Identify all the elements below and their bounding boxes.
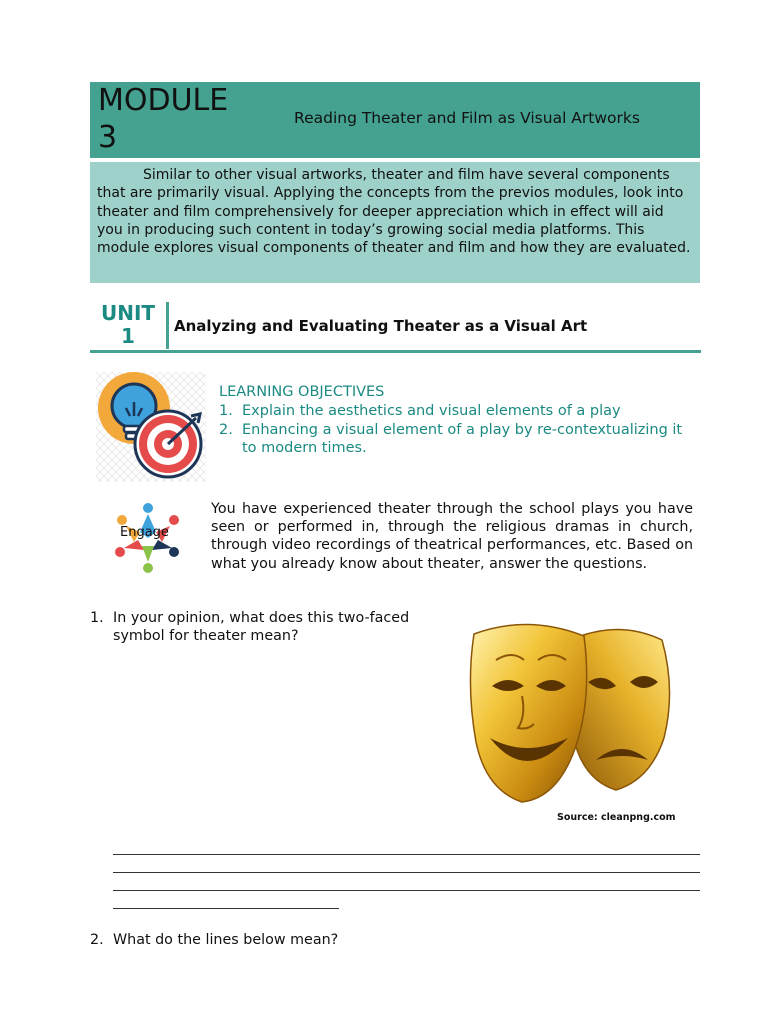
engage-text: You have experienced theater through the school plays you have seen or performed in, through the religious dramas in church, through video recordings of theatrical performances, etc. Based on what you already know about theater, answer the questions. — [211, 501, 693, 572]
lightbulb-target-icon — [96, 372, 206, 482]
question-text: In your opinion, what does this two-faced symbol for theater mean? — [113, 610, 410, 645]
unit-divider — [166, 302, 169, 349]
question-text: What do the lines below mean? — [113, 932, 339, 948]
unit-title: Analyzing and Evaluating Theater as a Visual Art — [174, 317, 588, 335]
objective-text: Explain the aesthetics and visual elements of a play — [242, 403, 621, 419]
objectives-list — [219, 402, 699, 458]
module-intro-box — [90, 162, 700, 283]
answer-line[interactable] — [113, 872, 700, 873]
question-item — [90, 931, 430, 949]
objectives-heading: LEARNING OBJECTIVES — [219, 384, 385, 400]
unit-label: UNIT 1 — [100, 301, 156, 348]
module-intro-text: Similar to other visual artworks, theater and film have several components that are primarily visual. Applying the concepts from the previos modules, look into theater and film comprehensively for deeper appreciation which in effect will aid you in producing such content in today’s growing social media platforms. This module explores visual components of theater and film and how they are evaluated. — [97, 167, 691, 257]
question-item — [90, 609, 430, 645]
engage-label: Engage — [120, 525, 169, 540]
question-number: 1. — [90, 610, 104, 626]
objective-item — [219, 421, 699, 458]
answer-line[interactable] — [113, 854, 700, 855]
objective-text: Enhancing a visual element of a play by re-contextualizing it to modern times. — [242, 421, 683, 456]
question-number: 2. — [90, 932, 104, 948]
objective-item — [219, 402, 699, 421]
module-header — [90, 82, 700, 158]
objective-number: 1. — [219, 403, 233, 419]
theater-masks-icon — [466, 620, 678, 806]
objective-number: 2. — [219, 421, 233, 438]
module-title: Reading Theater and Film as Visual Artworks — [294, 109, 640, 127]
image-source-caption: Source: cleanpng.com — [557, 812, 676, 823]
unit-rule — [90, 350, 701, 353]
module-label: MODULE 3 — [98, 83, 229, 155]
answer-line[interactable] — [113, 908, 339, 909]
answer-line[interactable] — [113, 890, 700, 891]
